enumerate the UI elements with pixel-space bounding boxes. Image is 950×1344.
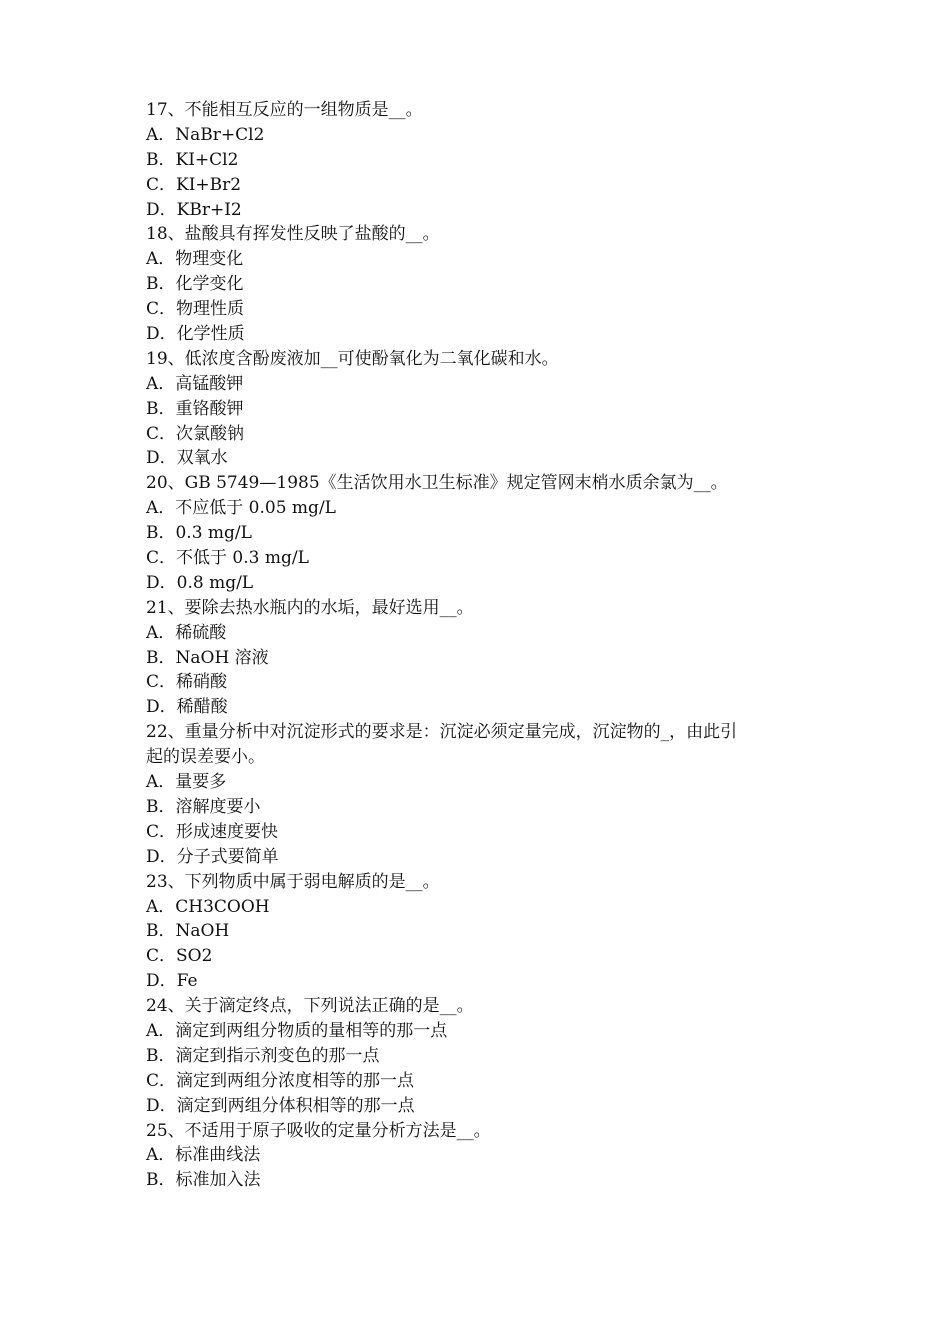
option-a: A．不应低于 0.05 mg/L — [146, 498, 336, 519]
option-a: A．物理变化 — [146, 249, 244, 270]
question-19 — [146, 347, 816, 471]
option-b: B．化学变化 — [146, 274, 244, 295]
option-c: C．KI+Br2 — [146, 174, 242, 195]
option-c: C．滴定到两组分浓度相等的那一点 — [146, 1070, 415, 1091]
question-20 — [146, 471, 816, 595]
option-d: D．双氧水 — [146, 448, 228, 469]
option-b: B．NaOH — [146, 921, 230, 942]
option-d: D．分子式要简单 — [146, 846, 279, 867]
option-d: D．Fe — [146, 971, 198, 992]
option-c: C．物理性质 — [146, 299, 245, 320]
option-d: D．0.8 mg/L — [146, 572, 254, 593]
question-stem: 19、低浓度含酚废液加__可使酚氧化为二氧化碳和水。 — [146, 348, 559, 369]
option-a: A．稀硫酸 — [146, 622, 227, 643]
option-a: A．标准曲线法 — [146, 1145, 261, 1166]
question-24 — [146, 994, 816, 1118]
question-stem: 20、GB 5749—1985《生活饮用水卫生标准》规定管网末梢水质余氯为__。 — [146, 473, 728, 494]
question-stem: 23、下列物质中属于弱电解质的是__。 — [146, 871, 440, 892]
option-d: D．化学性质 — [146, 324, 245, 345]
option-a: A．CH3COOH — [146, 896, 270, 917]
option-c: C．形成速度要快 — [146, 821, 279, 842]
option-c: C．次氯酸钠 — [146, 423, 245, 444]
option-b: B．溶解度要小 — [146, 796, 261, 817]
option-d: D．滴定到两组分体积相等的那一点 — [146, 1095, 415, 1116]
option-b: B．0.3 mg/L — [146, 523, 252, 544]
option-b: B．标准加入法 — [146, 1170, 261, 1191]
question-25 — [146, 1119, 816, 1194]
question-22 — [146, 720, 816, 869]
option-c: C．稀硝酸 — [146, 672, 228, 693]
option-a: A．高锰酸钾 — [146, 373, 244, 394]
option-d: D．KBr+I2 — [146, 199, 242, 220]
option-b: B．滴定到指示剂变色的那一点 — [146, 1045, 380, 1066]
option-a: A．量要多 — [146, 772, 227, 793]
option-b: B．NaOH 溶液 — [146, 647, 269, 668]
question-stem: 18、盐酸具有挥发性反映了盐酸的__。 — [146, 224, 440, 245]
question-stem-continued: 起的误差要小。 — [146, 747, 265, 768]
option-a: A．滴定到两组分物质的量相等的那一点 — [146, 1020, 448, 1041]
option-d: D．稀醋酸 — [146, 697, 228, 718]
question-stem: 24、关于滴定终点，下列说法正确的是__。 — [146, 996, 474, 1017]
question-21 — [146, 596, 816, 720]
question-stem: 25、不适用于原子吸收的定量分析方法是__。 — [146, 1120, 491, 1141]
question-17 — [146, 98, 816, 222]
option-c: C．不低于 0.3 mg/L — [146, 548, 309, 569]
option-b: B．KI+Cl2 — [146, 149, 239, 170]
question-stem: 17、不能相互反应的一组物质是__。 — [146, 100, 423, 120]
option-c: C．SO2 — [146, 946, 213, 967]
question-stem: 21、要除去热水瓶内的水垢，最好选用__。 — [146, 597, 474, 618]
option-b: B．重铬酸钾 — [146, 398, 244, 419]
question-23 — [146, 870, 816, 994]
option-a: A．NaBr+Cl2 — [146, 124, 265, 145]
question-18 — [146, 222, 816, 346]
question-stem: 22、重量分析中对沉淀形式的要求是：沉淀必须定量完成，沉淀物的_，由此引 — [146, 722, 738, 743]
question-list — [146, 98, 816, 1193]
